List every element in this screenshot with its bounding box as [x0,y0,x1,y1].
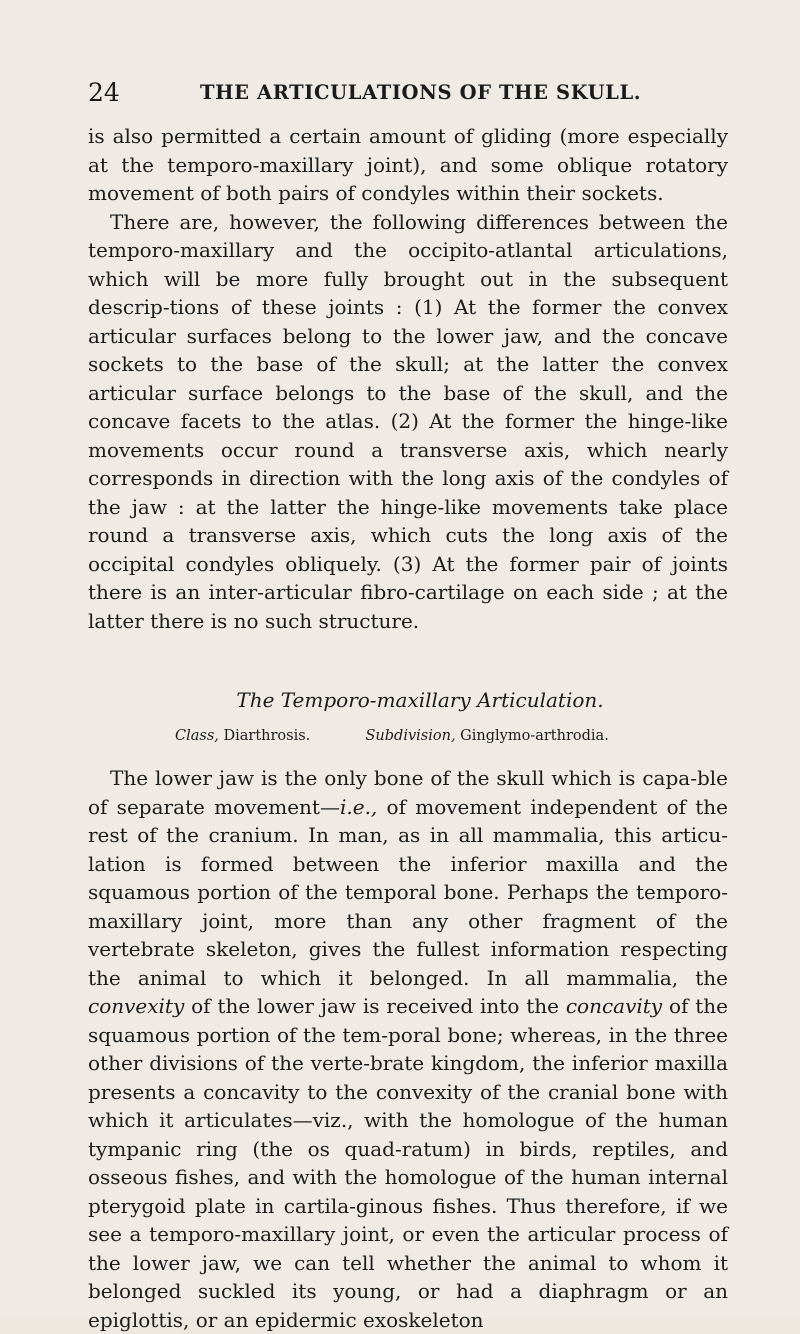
classification-line [175,728,609,744]
p3-part-b: of movement independent of the rest of the cranium. In man, as in all mammalia, this articu-lation is formed between the inferior maxilla and the squamous portion of the temporal bone. Perhaps the temporo-maxillary joint, more than any other fragment of the vertebrate skeleton, gives the fullest information respecting the animal to which it belonged. In all mammalia, the [88,794,729,990]
section-heading: The Temporo-maxillary Articulation. [236,688,604,712]
p3-ie: i.e., [339,794,378,819]
page-number: 24 [88,78,120,107]
body-text-top [88,122,728,635]
paragraph-differences: There are, however, the following differences between the temporo-maxillary and the occipito-atlantal articulations, which will be more fully brought out in the subsequent descrip-tions of these joints : (1) At the former the convex articular surfaces belong to the lower jaw, and the concave sockets to the base of the skull; at the latter the convex articular surface belongs to the base of the skull, and the concave facets to the atlas. (2) At the former the hinge-like movements occur round a transverse axis, which nearly corresponds in direction with the long axis of the condyles of the jaw : at the latter the hinge-like movements take place round a transverse axis, which cuts the long axis of the occipital condyles obliquely. (3) At the former pair of joints there is an inter-articular fibro-cartilage on each side ; at the latter there is no such structure. [88,209,728,633]
paragraph-continuation: is also permitted a certain amount of gliding (more especially at the temporo-maxillary joint), and some oblique rotatory movement of both pairs of condyles within their sockets. [88,124,728,205]
running-title: THE ARTICULATIONS OF THE SKULL. [200,81,642,104]
class-value: Diarthrosis. [223,728,311,744]
p3-part-c: of the lower jaw is received into the [184,994,566,1018]
paragraph-lower-jaw [88,764,728,1334]
subdivision-value: Ginglymo-arthrodia. [460,728,609,744]
p3-concavity: concavity [565,994,663,1018]
p3-part-d: of the squamous portion of the tem-poral bone; whereas, in the three other divisions of the verte-brate kingdom, the inferior maxilla presents a concavity to the convexity of the cranial bone with which it articulates—viz., with the homologue of the human tympanic ring (the os quad-ratum) in birds, reptiles, and osseous fishes, and with the homologue of the human internal pterygoid plate in cartila-ginous fishes. Thus therefore, if we see a temporo-maxillary joint, or even the articular process of the lower jaw, we can tell whether the animal to whom it belonged suckled its young, or had a diaphragm or an epiglottis, or an epidermic exoskeleton [88,994,728,1332]
class-label: Class, [175,728,219,744]
p3-convexity: convexity [88,994,185,1018]
running-head [88,78,728,110]
p3-part-a: The lower jaw is the only bone of the skull which is capa-ble of separate movement— [88,766,728,819]
subdivision-label: Subdivision, [365,728,456,744]
